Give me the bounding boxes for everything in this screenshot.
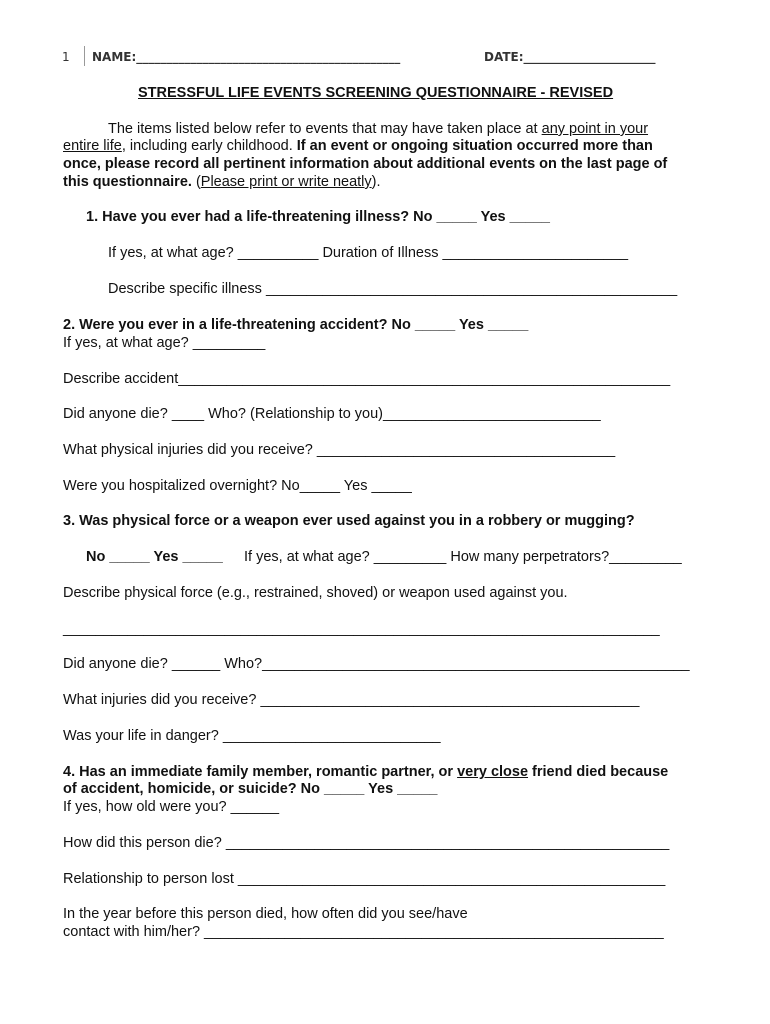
q1-question[interactable]: 1. Have you ever had a life-threatening illness? No _____ Yes _____ (86, 209, 550, 225)
name-field[interactable]: NAME:____________________________________________ (92, 50, 401, 64)
q3-age-perpetrators[interactable]: If yes, at what age? _________ How many perpetrators?_________ (244, 549, 682, 565)
q2-anyone-die[interactable]: Did anyone die? ____ Who? (Relationship to you)___________________________ (63, 406, 601, 422)
q3-no-yes[interactable]: No _____ Yes _____ (86, 549, 223, 565)
q2-describe-accident[interactable]: Describe accident_____________________________________________________________ (63, 371, 671, 387)
page-title: STRESSFUL LIFE EVENTS SCREENING QUESTIONNAIRE - REVISED (138, 85, 614, 101)
q2-injuries[interactable]: What physical injuries did you receive? _____________________________________ (63, 442, 616, 458)
q4-contact-frequency[interactable]: contact with him/her? _________________________________________________________ (63, 924, 664, 940)
q1-describe-illness[interactable]: Describe specific illness ___________________________________________________ (108, 281, 678, 297)
header-divider (84, 46, 85, 66)
intro-line-4: this questionnaire. (Please print or write neatly). (63, 174, 381, 190)
q4-question-line-2[interactable]: of accident, homicide, or suicide? No _____ Yes _____ (63, 781, 438, 797)
q1-age-duration[interactable]: If yes, at what age? __________ Duration of Illness _______________________ (108, 245, 629, 261)
intro-line-2: entire life, including early childhood. If an event or ongoing situation occurred more than (63, 138, 653, 154)
q2-question[interactable]: 2. Were you ever in a life-threatening accident? No _____ Yes _____ (63, 317, 529, 333)
q3-describe-force: Describe physical force (e.g., restrained, shoved) or weapon used against you. (63, 585, 568, 601)
intro-line-1: The items listed below refer to events that may have taken place at any point in your (108, 121, 649, 137)
intro-line-3: once, please record all pertinent information about additional events on the last page of (63, 156, 668, 172)
q4-year-before-line-1: In the year before this person died, how often did you see/have (63, 906, 468, 922)
date-field[interactable]: DATE:______________________ (484, 50, 656, 64)
q3-describe-blank[interactable]: __________________________________________________________________________ (63, 621, 660, 637)
q4-age[interactable]: If yes, how old were you? ______ (63, 799, 280, 815)
q2-age[interactable]: If yes, at what age? _________ (63, 335, 266, 351)
q2-hospitalized[interactable]: Were you hospitalized overnight? No_____ Yes _____ (63, 478, 412, 494)
q3-life-danger[interactable]: Was your life in danger? ___________________________ (63, 728, 441, 744)
q4-how-die[interactable]: How did this person die? _______________________________________________________ (63, 835, 670, 851)
q4-relationship[interactable]: Relationship to person lost _____________________________________________________ (63, 871, 666, 887)
q3-injuries[interactable]: What injuries did you receive? _______________________________________________ (63, 692, 640, 708)
q3-anyone-die[interactable]: Did anyone die? ______ Who?_____________________________________________________ (63, 656, 690, 672)
page-number: 1 (62, 50, 70, 64)
q3-question: 3. Was physical force or a weapon ever used against you in a robbery or mugging? (63, 513, 635, 529)
q4-question-line-1: 4. Has an immediate family member, romantic partner, or very close friend died because (63, 764, 669, 780)
